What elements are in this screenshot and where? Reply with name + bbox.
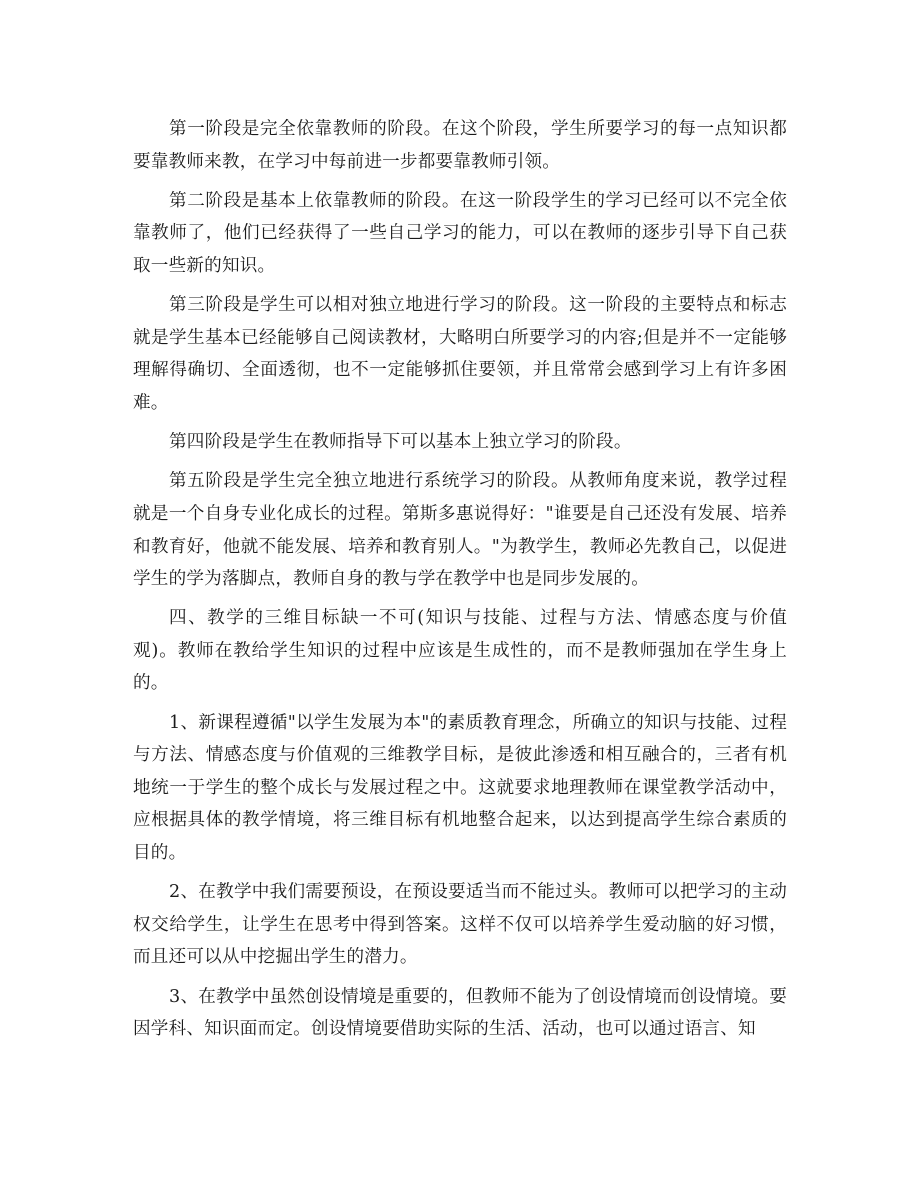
- document-body: [133, 113, 787, 1052]
- paragraph-item-two: 2、在教学中我们需要预设，在预设要适当而不能过头。教师可以把学习的主动权交给学生，让学生在思考中得到答案。这样不仅可以培养学生爱动脑的好习惯，而且还可以从中挖掘出学生的潜力。: [133, 882, 787, 968]
- paragraph-stage-three: 第三阶段是学生可以相对独立地进行学习的阶段。这一阶段的主要特点和标志就是学生基本已经能够自己阅读教材，大略明白所要学习的内容;但是并不一定能够理解得确切、全面透彻，也不一定能够抓住要领，并且常常会感到学习上有许多困难。: [133, 295, 787, 413]
- paragraph-stage-two: 第二阶段是基本上依靠教师的阶段。在这一阶段学生的学习已经可以不完全依靠教师了，他们已经获得了一些自己学习的能力，可以在教师的逐步引导下自己获取一些新的知识。: [133, 190, 787, 276]
- paragraph-section-four: 四、教学的三维目标缺一不可(知识与技能、过程与方法、情感态度与价值观)。教师在教给学生知识的过程中应该是生成性的，而不是教师强加在学生身上的。: [133, 608, 787, 694]
- paragraph-stage-one: 第一阶段是完全依靠教师的阶段。在这个阶段，学生所要学习的每一点知识都要靠教师来教，在学习中每前进一步都要靠教师引领。: [133, 119, 787, 172]
- paragraph-stage-five: 第五阶段是学生完全独立地进行系统学习的阶段。从教师角度来说，教学过程就是一个自身专业化成长的过程。第斯多惠说得好："谁要是自己还没有发展、培养和教育好，他就不能发展、培养和教育别人。"为教学生，教师必先教自己，以促进学生的学为落脚点，教师自身的教与学在教学中也是同步发展的。: [133, 471, 787, 590]
- paragraph-stage-four: 第四阶段是学生在教师指导下可以基本上独立学习的阶段。: [169, 432, 632, 453]
- paragraph-item-three: 3、在教学中虽然创设情境是重要的，但教师不能为了创设情境而创设情境。要因学科、知识面而定。创设情境要借助实际的生活、活动，也可以通过语言、知: [133, 986, 787, 1040]
- paragraph-item-one: 1、新课程遵循"以学生发展为本"的素质教育理念，所确立的知识与技能、过程与方法、情感态度与价值观的三维教学目标，是彼此渗透和相互融合的，三者有机地统一于学生的整个成长与发展过程之中。这就要求地理教师在课堂教学活动中，应根据具体的教学情境，将三维目标有机地整合起来，以达到提高学生综合素质的目的。: [133, 712, 787, 864]
